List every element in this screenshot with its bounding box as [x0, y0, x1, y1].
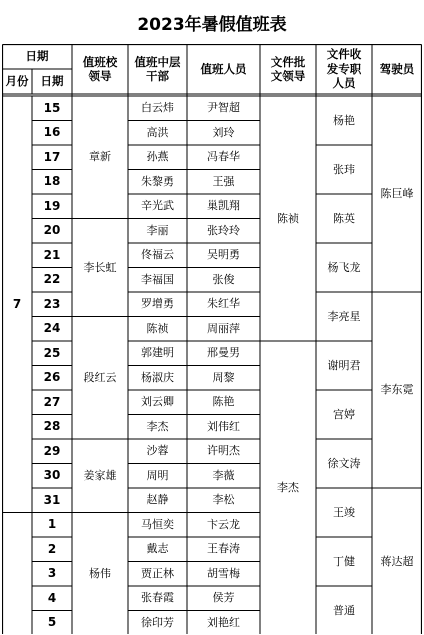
day-cell: 21 — [32, 243, 72, 268]
date-header: 日期 — [2, 44, 72, 69]
doc-staff-cell: 宫婷 — [316, 390, 372, 439]
cadre-cell: 马恒奕 — [128, 513, 187, 538]
cadre-cell: 李丽 — [128, 219, 187, 244]
day-cell: 3 — [32, 562, 72, 587]
doc-staff-cell: 王竣 — [316, 488, 372, 537]
cadre-cell: 郭建明 — [128, 341, 187, 366]
doc-staff-cell: 普通 — [316, 586, 372, 635]
driver-header: 驾驶员 — [372, 44, 422, 94]
cadre-cell: 李杰 — [128, 415, 187, 440]
school-leader-cell: 段红云 — [72, 317, 128, 440]
doc-staff-cell: 丁健 — [316, 537, 372, 586]
day-cell: 29 — [32, 439, 72, 464]
day-cell: 31 — [32, 488, 72, 513]
school-leader-cell: 杨伟 — [72, 513, 128, 635]
doc-leader-header: 文件批文领导 — [260, 44, 316, 94]
day-cell: 19 — [32, 194, 72, 219]
day-cell: 30 — [32, 464, 72, 489]
staff-cell: 张玲玲 — [187, 219, 260, 244]
day-cell: 16 — [32, 121, 72, 146]
school-leader-cell: 章新 — [72, 96, 128, 219]
staff-cell: 李松 — [187, 488, 260, 513]
page-title: 2023年暑假值班表 — [0, 0, 424, 44]
cadre-cell: 杨淑庆 — [128, 366, 187, 391]
staff-cell: 侯芳 — [187, 586, 260, 611]
day-cell: 20 — [32, 219, 72, 244]
day-cell: 23 — [32, 292, 72, 317]
doc-staff-cell: 李亮星 — [316, 292, 372, 341]
day-cell: 26 — [32, 366, 72, 391]
staff-cell: 刘艳红 — [187, 611, 260, 635]
staff-cell: 刘玲 — [187, 121, 260, 146]
cadre-cell: 李福国 — [128, 268, 187, 293]
doc-staff-cell: 谢明君 — [316, 341, 372, 390]
staff-cell: 张俊 — [187, 268, 260, 293]
staff-header: 值班人员 — [187, 44, 260, 94]
staff-cell: 卞云龙 — [187, 513, 260, 538]
day-cell: 24 — [32, 317, 72, 342]
staff-cell: 刘伟红 — [187, 415, 260, 440]
cadre-cell: 陈祯 — [128, 317, 187, 342]
school-leader-header: 值班校领导 — [72, 44, 128, 94]
staff-cell: 陈艳 — [187, 390, 260, 415]
staff-cell: 冯春华 — [187, 145, 260, 170]
day-cell: 1 — [32, 513, 72, 538]
month-header: 月份 — [2, 69, 32, 94]
staff-cell: 尹智超 — [187, 96, 260, 121]
cadre-cell: 周明 — [128, 464, 187, 489]
cadre-cell: 佟福云 — [128, 243, 187, 268]
doc-staff-cell: 杨飞龙 — [316, 243, 372, 292]
staff-cell: 许明杰 — [187, 439, 260, 464]
doc-staff-cell: 陈英 — [316, 194, 372, 243]
cadre-cell: 张春霞 — [128, 586, 187, 611]
cadre-cell: 罗增勇 — [128, 292, 187, 317]
staff-cell: 王春涛 — [187, 537, 260, 562]
day-cell: 4 — [32, 586, 72, 611]
day-cell: 27 — [32, 390, 72, 415]
doc-staff-cell: 徐文涛 — [316, 439, 372, 488]
cadre-cell: 朱黎勇 — [128, 170, 187, 195]
day-cell: 17 — [32, 145, 72, 170]
cadre-cell: 贾正林 — [128, 562, 187, 587]
cadre-cell: 高洪 — [128, 121, 187, 146]
doc-leader-cell: 陈祯 — [260, 96, 316, 341]
staff-cell: 邢曼男 — [187, 341, 260, 366]
day-cell: 5 — [32, 611, 72, 635]
doc-staff-cell: 张玮 — [316, 145, 372, 194]
doc-staff-header: 文件收发专职人员 — [316, 44, 372, 94]
day-cell: 28 — [32, 415, 72, 440]
cadre-cell: 徐印芳 — [128, 611, 187, 635]
month-cell-july: 7 — [2, 96, 32, 513]
cadre-cell: 刘云卿 — [128, 390, 187, 415]
driver-cell: 陈巨峰 — [372, 96, 422, 292]
staff-cell: 朱红华 — [187, 292, 260, 317]
cadre-cell: 辛光武 — [128, 194, 187, 219]
middle-cadre-header: 值班中层干部 — [128, 44, 187, 94]
day-cell: 18 — [32, 170, 72, 195]
staff-cell: 吴明勇 — [187, 243, 260, 268]
staff-cell: 王强 — [187, 170, 260, 195]
staff-cell: 胡雪梅 — [187, 562, 260, 587]
cadre-cell: 沙蓉 — [128, 439, 187, 464]
driver-cell: 蒋达超 — [372, 488, 422, 635]
driver-cell: 李东霓 — [372, 292, 422, 488]
doc-leader-cell: 李杰 — [260, 341, 316, 635]
cadre-cell: 赵静 — [128, 488, 187, 513]
day-cell: 25 — [32, 341, 72, 366]
day-cell: 22 — [32, 268, 72, 293]
day-header: 日期 — [32, 69, 72, 94]
day-cell: 15 — [32, 96, 72, 121]
staff-cell: 周丽萍 — [187, 317, 260, 342]
staff-cell: 巢凯翔 — [187, 194, 260, 219]
cadre-cell: 孙燕 — [128, 145, 187, 170]
school-leader-cell: 李长虹 — [72, 219, 128, 317]
month-cell-august — [2, 513, 32, 635]
doc-staff-cell: 杨艳 — [316, 96, 372, 145]
staff-cell: 周黎 — [187, 366, 260, 391]
cadre-cell: 白云炜 — [128, 96, 187, 121]
day-cell: 2 — [32, 537, 72, 562]
cadre-cell: 戴志 — [128, 537, 187, 562]
duty-roster-table — [2, 44, 422, 634]
staff-cell: 李薇 — [187, 464, 260, 489]
school-leader-cell: 姜家雄 — [72, 439, 128, 513]
